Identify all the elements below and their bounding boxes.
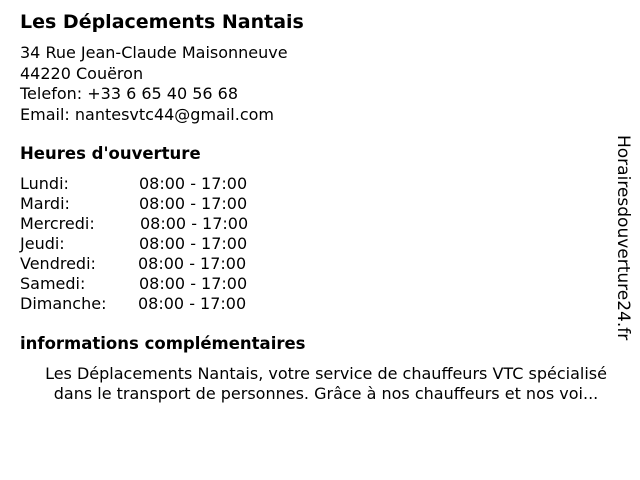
hours-row-saturday [20,274,280,294]
day-label: Mardi: [20,194,70,213]
opening-time: 08:00 - 17:00 [138,254,247,273]
day-label: Samedi: [20,274,86,293]
day-label: Vendredi: [20,254,96,273]
description [20,364,632,404]
opening-time: 08:00 - 17:00 [139,174,248,193]
site-watermark: Horairesdouverture24.fr [613,135,633,341]
hours-row-wednesday [20,214,280,234]
opening-time: 08:00 - 17:00 [139,274,248,293]
street-address: 34 Rue Jean-Claude Maisonneuve [20,43,288,62]
info-heading: informations complémentaires [20,334,306,353]
hours-row-thursday [20,234,280,254]
city-postcode: 44220 Couëron [20,63,144,83]
hours-table [20,174,280,314]
opening-time: 08:00 - 17:00 [139,194,248,213]
hours-heading: Heures d'ouverture [20,144,201,163]
hours-row-friday [20,254,280,274]
hours-row-sunday [20,294,280,314]
hours-row-monday [20,174,280,194]
description-line-2: dans le transport de personnes. Grâce à nos chauffeurs et nos voi... [53,384,599,403]
opening-time: 08:00 - 17:00 [139,234,248,253]
email-address: Email: nantesvtc44@gmail.com [20,104,274,124]
business-name: Les Déplacements Nantais [20,11,304,33]
description-line-1: Les Déplacements Nantais, votre service de chauffeurs VTC spécialisé [45,364,607,383]
phone-number: Telefon: +33 6 65 40 56 68 [20,84,239,103]
day-label: Mercredi: [20,214,95,233]
hours-row-tuesday [20,194,280,214]
opening-time: 08:00 - 17:00 [138,294,247,313]
contact-block [20,43,288,125]
opening-time: 08:00 - 17:00 [140,214,249,233]
day-label: Dimanche: [20,294,107,313]
day-label: Jeudi: [20,234,65,253]
day-label: Lundi: [20,174,69,193]
